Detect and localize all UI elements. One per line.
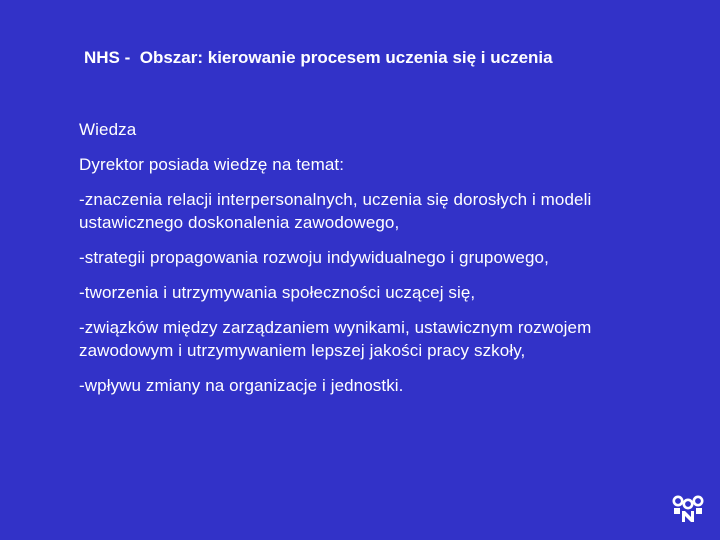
list-item: -tworzenia i utrzymywania społeczności uczącej się, bbox=[79, 283, 476, 302]
section-heading: Wiedza bbox=[79, 120, 137, 139]
list-item: -strategii propagowania rozwoju indywidualnego i grupowego, bbox=[79, 248, 549, 267]
org-logo-icon bbox=[671, 493, 705, 523]
list-item: -znaczenia relacji interpersonalnych, uczenia się dorosłych i modeli ustawicznego doskonalenia zawodowego, bbox=[79, 190, 592, 232]
slide-title: NHS - Obszar: kierowanie procesem uczenia się i uczenia bbox=[84, 48, 553, 67]
intro-text: Dyrektor posiada wiedzę na temat: bbox=[79, 155, 345, 174]
list-item: -wpływu zmiany na organizacje i jednostki. bbox=[79, 376, 404, 395]
list-item: -związków między zarządzaniem wynikami, ustawicznym rozwojem zawodowym i utrzymywaniem lepszej jakości pracy szkoły, bbox=[79, 318, 592, 360]
slide-body bbox=[79, 118, 679, 409]
